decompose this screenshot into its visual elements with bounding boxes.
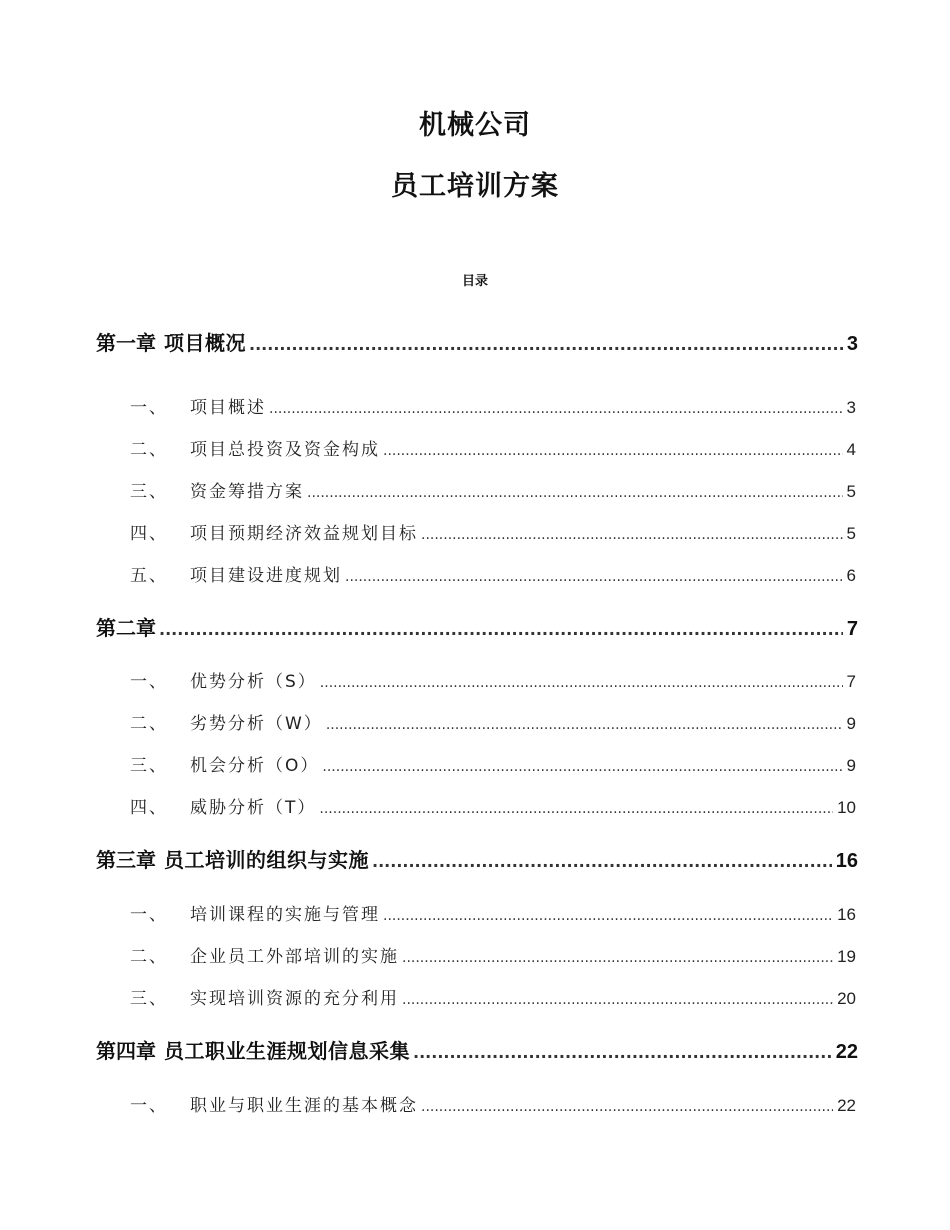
toc-dot-leader — [421, 1096, 833, 1116]
toc-entry-number: 五、 — [130, 566, 168, 586]
toc-entry-label: 机会分析（O） — [190, 756, 320, 776]
toc-entry-page: 9 — [846, 714, 856, 733]
toc-dot-leader — [269, 398, 843, 418]
toc-entry-page: 3 — [846, 398, 856, 417]
toc-section-3-2[interactable] — [130, 942, 856, 967]
toc-entry-label: 劣势分析（W） — [190, 714, 323, 734]
toc-dot-leader — [326, 714, 843, 734]
toc-entry-page: 4 — [846, 440, 856, 459]
toc-entry-label: 员工职业生涯规划信息采集 — [164, 1039, 410, 1063]
toc-dot-leader — [320, 672, 843, 692]
toc-entry-number: 一、 — [130, 1096, 168, 1116]
toc-entry-number: 三、 — [130, 989, 168, 1009]
toc-section-1-2[interactable] — [130, 435, 856, 460]
toc-entry-page: 6 — [846, 566, 856, 585]
toc-entry-page: 7 — [846, 672, 856, 691]
toc-entry-page: 22 — [837, 1096, 856, 1115]
toc-entry-label: 项目概述 — [190, 398, 266, 418]
toc-entry-number: 二、 — [130, 440, 168, 460]
toc-section-4-1[interactable] — [130, 1091, 856, 1116]
toc-entry-label: 员工培训的组织与实施 — [164, 848, 369, 872]
toc-section-3-3[interactable] — [130, 984, 856, 1009]
toc-entry-label: 培训课程的实施与管理 — [190, 905, 380, 925]
toc-entry-page: 3 — [846, 333, 858, 355]
toc-entry-number: 四、 — [130, 524, 168, 544]
toc-entry-label: 项目总投资及资金构成 — [190, 440, 380, 460]
toc-entry-page: 19 — [837, 947, 856, 966]
toc-dot-leader — [249, 331, 843, 355]
toc-entry-label: 实现培训资源的充分利用 — [190, 989, 399, 1009]
toc-dot-leader — [345, 566, 843, 586]
toc-heading: 目录 — [461, 274, 488, 289]
toc-section-2-4[interactable] — [130, 793, 856, 818]
toc-dot-leader — [307, 482, 843, 502]
toc-entry-label: 职业与职业生涯的基本概念 — [190, 1096, 418, 1116]
toc-entry-page: 10 — [837, 798, 856, 817]
toc-entry-label: 优势分析（S） — [190, 672, 317, 692]
toc-section-1-5[interactable] — [130, 561, 856, 586]
toc-entry-number: 第三章 — [96, 848, 156, 872]
toc-section-2-1[interactable] — [130, 667, 856, 692]
toc-entry-number: 第四章 — [96, 1039, 156, 1063]
toc-dot-leader — [402, 989, 833, 1009]
toc-dot-leader — [322, 756, 842, 776]
toc-entry-page: 16 — [837, 905, 856, 924]
toc-chapter-2[interactable] — [96, 612, 858, 641]
toc-entry-page: 5 — [846, 482, 856, 501]
toc-entry-number: 三、 — [130, 756, 168, 776]
toc-entry-page: 7 — [846, 618, 858, 640]
toc-section-2-2[interactable] — [130, 709, 856, 734]
toc-entry-number: 三、 — [130, 482, 168, 502]
toc-section-1-4[interactable] — [130, 519, 856, 544]
toc-entry-label: 项目建设进度规划 — [190, 566, 342, 586]
toc-entry-number: 一、 — [130, 398, 168, 418]
toc-chapter-1[interactable] — [96, 327, 858, 356]
toc-chapter-3[interactable] — [96, 844, 858, 873]
toc-entry-label: 企业员工外部培训的实施 — [190, 947, 399, 967]
toc-section-1-3[interactable] — [130, 477, 856, 502]
document-title-line-2: 员工培训方案 — [391, 171, 559, 202]
toc-chapter-4[interactable] — [96, 1035, 858, 1064]
toc-dot-leader — [421, 524, 843, 544]
toc-dot-leader — [372, 848, 832, 872]
toc-entry-number: 一、 — [130, 672, 168, 692]
toc-dot-leader — [383, 905, 833, 925]
toc-entry-label: 项目预期经济效益规划目标 — [190, 524, 418, 544]
toc-entry-page: 16 — [835, 850, 858, 872]
toc-entry-number: 二、 — [130, 714, 168, 734]
toc-entry-page: 5 — [846, 524, 856, 543]
toc-entry-page: 22 — [835, 1041, 858, 1063]
toc-entry-label: 项目概况 — [164, 331, 246, 355]
toc-entry-number: 第二章 — [96, 616, 156, 640]
toc-entry-page: 9 — [846, 756, 856, 775]
toc-section-3-1[interactable] — [130, 900, 856, 925]
document-title-line-1: 机械公司 — [419, 110, 531, 141]
toc-dot-leader — [402, 947, 833, 967]
toc-section-2-3[interactable] — [130, 751, 856, 776]
toc-entry-number: 一、 — [130, 905, 168, 925]
toc-dot-leader — [383, 440, 843, 460]
toc-entry-number: 四、 — [130, 798, 168, 818]
toc-dot-leader — [413, 1039, 832, 1063]
toc-dot-leader — [159, 616, 843, 640]
toc-entry-label: 资金筹措方案 — [190, 482, 304, 502]
toc-entry-number: 第一章 — [96, 331, 156, 355]
toc-entry-number: 二、 — [130, 947, 168, 967]
toc-entry-page: 20 — [837, 989, 856, 1008]
toc-entry-label: 威胁分析（T） — [190, 798, 317, 818]
toc-dot-leader — [319, 798, 833, 818]
toc-section-1-1[interactable] — [130, 393, 856, 418]
